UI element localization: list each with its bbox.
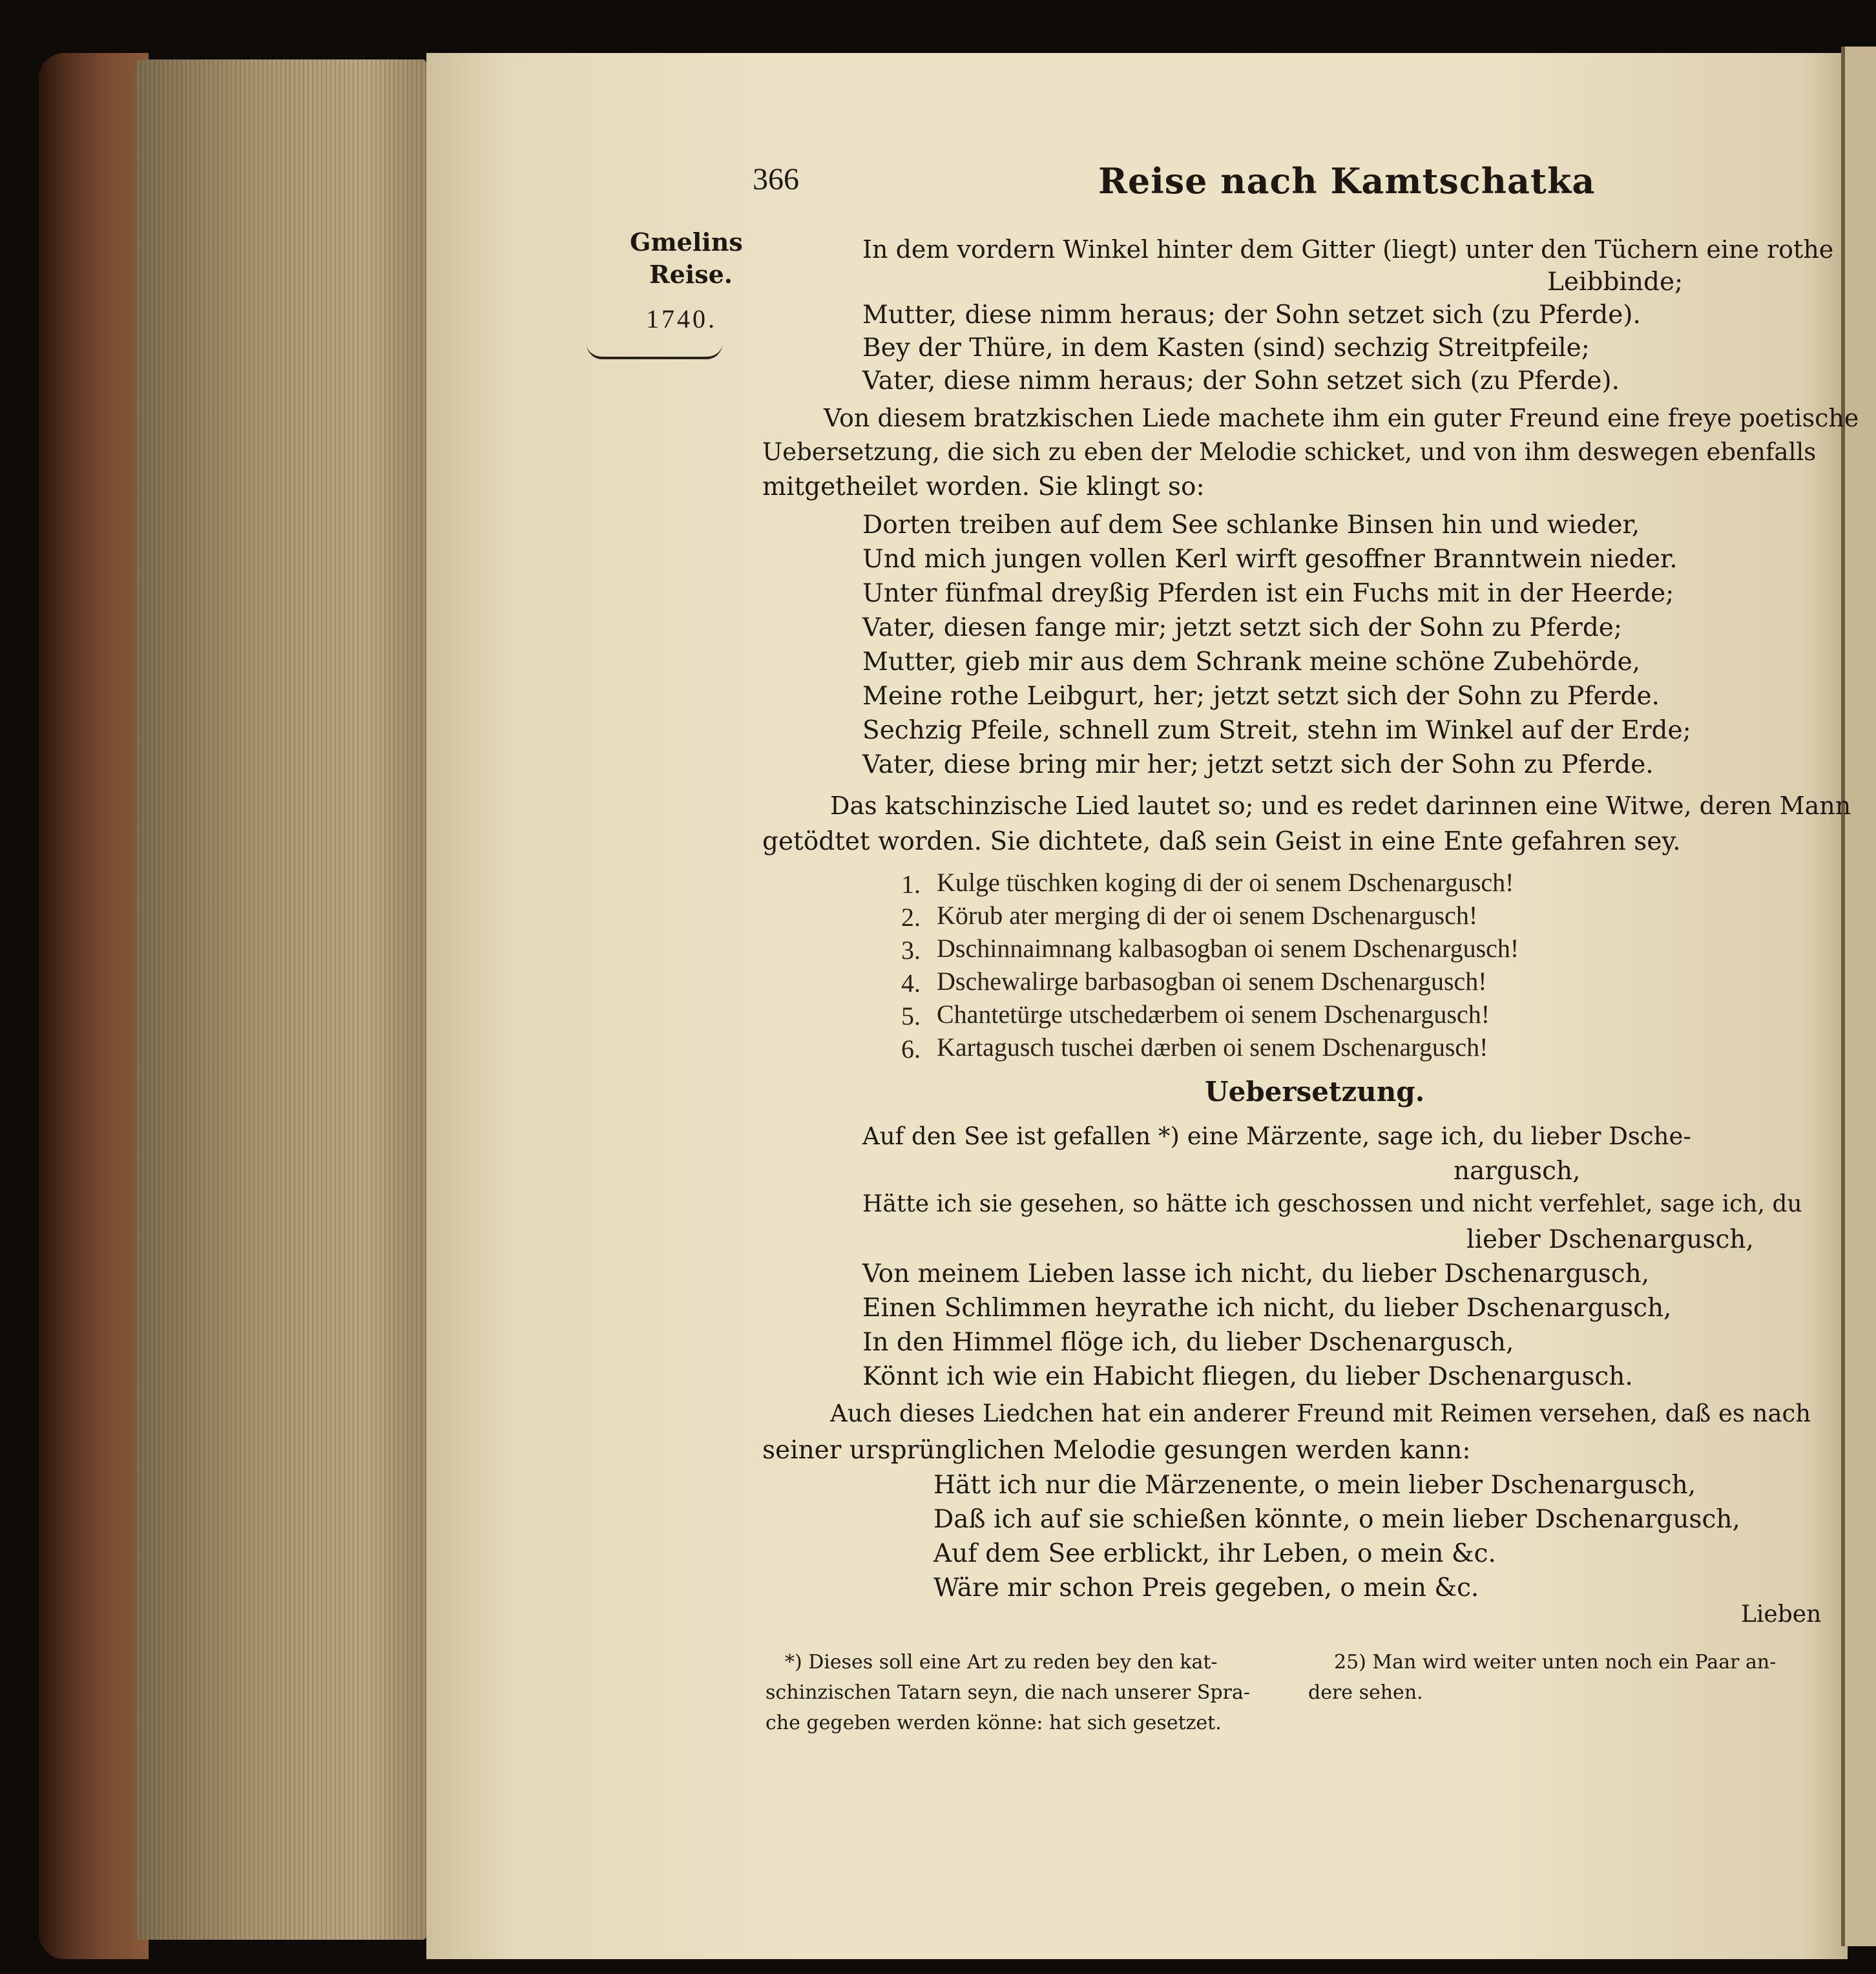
translation-line: nargusch, <box>1454 1157 1581 1186</box>
song-number: 3. <box>901 936 921 965</box>
translation-line: Auf den See ist gefallen *) eine Märzente, sage ich, du lieber Dsche- <box>862 1122 1691 1150</box>
poem1-line: Bey der Thüre, in dem Kasten (sind) sechzig Streitpfeile; <box>862 333 1590 362</box>
translation-line: Einen Schlimmen heyrathe ich nicht, du lieber Dschenargusch, <box>862 1294 1672 1323</box>
song-number: 6. <box>901 1034 921 1064</box>
poem2-line: Dorten treiben auf dem See schlanke Binsen hin und wieder, <box>862 510 1640 540</box>
poem1-line: In dem vordern Winkel hinter dem Gitter (liegt) unter den Tüchern eine rothe <box>862 235 1834 264</box>
poem3-line: Daß ich auf sie schießen könnte, o mein lieber Dschenargusch, <box>933 1505 1740 1534</box>
song-number: 5. <box>901 1002 921 1031</box>
translation-line: lieber Dschenargusch, <box>1466 1225 1754 1254</box>
translation-line: In den Himmel flöge ich, du lieber Dschenargusch, <box>862 1328 1514 1357</box>
page-edges <box>136 59 426 1940</box>
page-number: 366 <box>753 162 799 196</box>
paragraph-line: mitgetheilet worden. Sie klingt so: <box>762 472 1205 501</box>
song-line: Dschewalirge barbasogban oi senem Dschenargusch! <box>937 967 1487 996</box>
footnote-right-line: 25) Man wird weiter unten noch ein Paar an- <box>1334 1651 1777 1674</box>
poem2-line: Unter fünfmal dreyßig Pferden ist ein Fuchs mit in der Heerde; <box>862 579 1674 608</box>
book-spine <box>39 53 149 1959</box>
footnote-left-line: che gegeben werden könne: hat sich gesetzet. <box>766 1712 1222 1734</box>
poem3-line: Hätt ich nur die Märzenente, o mein lieber Dschenargusch, <box>933 1471 1696 1500</box>
poem2-line: Meine rothe Leibgurt, her; jetzt setzt sich der Sohn zu Pferde. <box>862 682 1660 711</box>
poem2-line: Vater, diese bring mir her; jetzt setzt sich der Sohn zu Pferde. <box>862 750 1654 779</box>
poem1-line: Leibbinde; <box>1547 268 1683 297</box>
poem1-line: Mutter, diese nimm heraus; der Sohn setzet sich (zu Pferde). <box>862 300 1641 330</box>
poem2-line: Sechzig Pfeile, schnell zum Streit, stehn im Winkel auf der Erde; <box>862 716 1691 745</box>
translation-line: Hätte ich sie gesehen, so hätte ich geschossen und nicht verfehlet, sage ich, du <box>862 1191 1802 1217</box>
poem3-line: Auf dem See erblickt, ihr Leben, o mein &c. <box>933 1539 1496 1568</box>
song-line: Chantetürge utschedærbem oi senem Dschenargusch! <box>937 1000 1490 1029</box>
song-line: Kulge tüschken koging di der oi senem Dschenargusch! <box>937 868 1514 897</box>
song-line: Dschinnaimnang kalbasogban oi senem Dschenargusch! <box>937 934 1519 963</box>
translation-line: Könnt ich wie ein Habicht fliegen, du lieber Dschenargusch. <box>862 1362 1633 1391</box>
footnote-left-line: *) Dieses soll eine Art zu reden bey den kat- <box>785 1651 1218 1674</box>
song-number: 2. <box>901 903 921 932</box>
paragraph-line: Auch dieses Liedchen hat ein anderer Freund mit Reimen versehen, daß es nach <box>830 1400 1811 1427</box>
paragraph-line: seiner ursprünglichen Melodie gesungen werden kann: <box>762 1436 1471 1465</box>
song-line: Körub ater merging di der oi senem Dschenargusch! <box>937 901 1478 930</box>
footnote-right-line: dere sehen. <box>1308 1681 1423 1704</box>
translation-line: Von meinem Lieben lasse ich nicht, du lieber Dschenargusch, <box>862 1259 1650 1288</box>
margin-note-year: 1740. <box>646 304 717 333</box>
poem1-line: Vater, diese nimm heraus; der Sohn setzet sich (zu Pferde). <box>862 366 1620 395</box>
poem2-line: Mutter, gieb mir aus dem Schrank meine schöne Zubehörde, <box>862 647 1641 677</box>
margin-note-title: Reise. <box>649 260 733 289</box>
paragraph-line: Von diesem bratzkischen Liede machete ihm ein guter Freund eine freye poetische <box>824 404 1859 432</box>
margin-bracket <box>587 344 722 359</box>
running-title: Reise nach Kamtschatka <box>1098 160 1596 202</box>
poem2-line: Und mich jungen vollen Kerl wirft gesoffner Branntwein nieder. <box>862 545 1678 574</box>
margin-note-author: Gmelins <box>630 227 743 257</box>
section-heading: Uebersetzung. <box>1205 1076 1425 1108</box>
catchword: Lieben <box>1741 1601 1822 1628</box>
song-number: 1. <box>901 870 921 899</box>
poem2-line: Vater, diesen fange mir; jetzt setzt sich der Sohn zu Pferde; <box>862 613 1622 642</box>
song-number: 4. <box>901 969 921 998</box>
paragraph-line: getödtet worden. Sie dichtete, daß sein Geist in eine Ente gefahren sey. <box>762 827 1681 856</box>
facing-page-edge <box>1841 47 1876 1946</box>
song-line: Kartagusch tuschei dærben oi senem Dschenargusch! <box>937 1033 1488 1062</box>
paragraph-line: Uebersetzung, die sich zu eben der Melodie schicket, und von ihm deswegen ebenfalls <box>762 438 1817 466</box>
paragraph-line: Das katschinzische Lied lautet so; und es redet darinnen eine Witwe, deren Mann <box>830 792 1851 820</box>
poem3-line: Wäre mir schon Preis gegeben, o mein &c. <box>933 1573 1479 1602</box>
footnote-left-line: schinzischen Tatarn seyn, die nach unserer Spra- <box>766 1681 1250 1704</box>
